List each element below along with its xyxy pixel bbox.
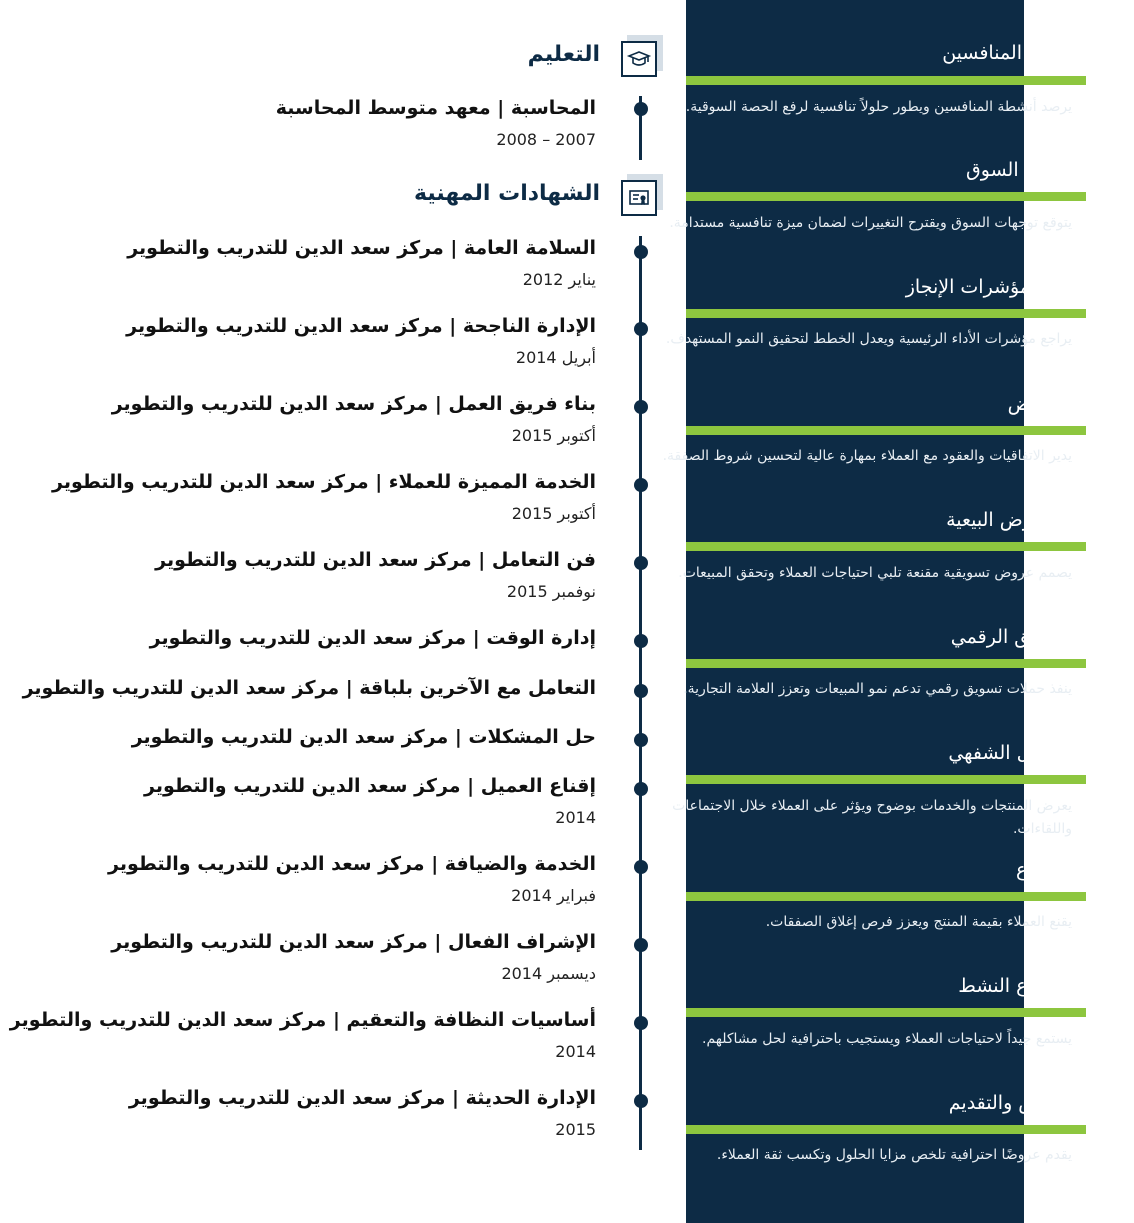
skill-description: يعرض المنتجات والخدمات بوضوح ويؤثر على العملاء خلال الاجتماعات واللقاءات.	[672, 798, 1072, 837]
skill-bar	[686, 659, 1086, 668]
certification-item-date: أبريل 2014	[515, 348, 596, 367]
skill-bar	[686, 192, 1086, 201]
timeline-dot	[634, 102, 648, 116]
certification-item-date: أكتوبر 2015	[511, 426, 596, 445]
skill-title: الإقناع	[1015, 859, 1064, 881]
skill-description: يقدم عروضًا احترافية تلخص مزايا الحلول وتكسب ثقة العملاء.	[716, 1147, 1072, 1163]
skill-description: يتوقع توجهات السوق ويقترح التغييرات لضمان ميزة تنافسية مستدامة.	[669, 215, 1072, 231]
certification-item-title: التعامل مع الآخرين بلباقة | مركز سعد الدين للتدريب والتطوير	[22, 677, 596, 699]
certification-item-date: ديسمبر 2014	[501, 964, 596, 983]
skill-bar	[686, 892, 1086, 901]
skill-bar	[686, 309, 1086, 318]
timeline-dot	[634, 556, 648, 570]
skill-title: تحليل المنافسين	[942, 42, 1072, 64]
certification-item-date: أكتوبر 2015	[511, 504, 596, 523]
timeline-dot	[634, 684, 648, 698]
certification-item-date: يناير 2012	[522, 270, 596, 289]
skill-bar	[686, 1008, 1086, 1017]
timeline-dot	[634, 782, 648, 796]
timeline-dot	[634, 245, 648, 259]
skill-title: التواصل الشفهي	[948, 742, 1079, 764]
education-item-date: 2007 – 2008	[496, 130, 596, 149]
certification-item-title: بناء فريق العمل | مركز سعد الدين للتدريب والتطوير	[111, 393, 596, 415]
certification-item-title: حل المشكلات | مركز سعد الدين للتدريب والتطوير	[131, 726, 596, 748]
skill-title: التسويق الرقمي	[950, 626, 1079, 648]
skill-bar	[686, 426, 1086, 435]
skill-description: يراجع مؤشرات الأداء الرئيسية ويعدل الخطط لتحقيق النمو المستهدف.	[665, 331, 1072, 347]
skill-title: التفاوض	[1007, 393, 1072, 415]
certification-item-title: الإدارة الناجحة | مركز سعد الدين للتدريب والتطوير	[126, 315, 596, 337]
skill-description: يقنع العملاء بقيمة المنتج ويعزز فرص إغلاق الصفقات.	[765, 914, 1072, 930]
skill-description: يرصد أنشطة المنافسين ويطور حلولاً تنافسية لرفع الحصة السوقية.	[685, 99, 1072, 115]
certification-item-title: فن التعامل | مركز سعد الدين للتدريب والتطوير	[155, 549, 596, 571]
skill-bar	[686, 542, 1086, 551]
timeline-dot	[634, 860, 648, 874]
timeline-dot	[634, 938, 648, 952]
certificate-icon	[621, 180, 657, 216]
skill-bar	[686, 775, 1086, 784]
certification-item-date: 2014	[555, 1042, 596, 1061]
timeline-dot	[634, 322, 648, 336]
timeline-dot	[634, 478, 648, 492]
timeline-dot	[634, 733, 648, 747]
skill-description: ينفذ حملات تسويق رقمي تدعم نمو المبيعات وتعزز العلامة التجارية.	[683, 681, 1072, 697]
certifications-section-title: الشهادات المهنية	[414, 181, 600, 206]
education-item-title: المحاسبة | معهد متوسط المحاسبة	[275, 97, 596, 119]
skill-title: تحليل الأداء ومؤشرات الإنجاز	[905, 276, 1134, 298]
certification-item-title: الإشراف الفعال | مركز سعد الدين للتدريب والتطوير	[111, 931, 596, 953]
skills-sidebar	[662, 0, 1134, 1223]
certification-item-title: إدارة الوقت | مركز سعد الدين للتدريب والتطوير	[149, 627, 596, 649]
certification-item-title: الإدارة الحديثة | مركز سعد الدين للتدريب والتطوير	[128, 1087, 596, 1109]
skill-title: العرض والتقديم	[948, 1092, 1072, 1114]
certification-item-date: 2014	[555, 808, 596, 827]
skill-bar	[686, 76, 1086, 85]
certification-item-title: الخدمة المميزة للعملاء | مركز سعد الدين للتدريب والتطوير	[52, 471, 596, 493]
skill-title: إعداد العروض البيعية	[946, 509, 1109, 531]
timeline-dot	[634, 1094, 648, 1108]
timeline-dot	[634, 634, 648, 648]
certification-item-title: السلامة العامة | مركز سعد الدين للتدريب والتطوير	[127, 237, 596, 259]
timeline-dot	[634, 1016, 648, 1030]
skill-title: استشراف السوق	[966, 159, 1104, 181]
skill-title: الاستماع النشط	[958, 975, 1082, 997]
graduation-cap-icon	[621, 41, 657, 77]
skill-description: يصمم عروض تسويقية مقنعة تلبي احتياجات العملاء وتحقق المبيعات.	[678, 565, 1072, 581]
skill-description: يدير الاتفاقيات والعقود مع العملاء بمهارة عالية لتحسين شروط الصفقة.	[662, 448, 1072, 464]
certification-item-title: الخدمة والضيافة | مركز سعد الدين للتدريب والتطوير	[108, 853, 596, 875]
education-section-title: التعليم	[527, 42, 600, 67]
certification-item-date: نوفمبر 2015	[506, 582, 596, 601]
skill-bar	[686, 1125, 1086, 1134]
certification-item-title: إقناع العميل | مركز سعد الدين للتدريب والتطوير	[144, 775, 596, 797]
skill-description: يستمع جيداً لاحتياجات العملاء ويستجيب باحترافية لحل مشاكلهم.	[702, 1031, 1072, 1047]
certification-item-date: 2015	[555, 1120, 596, 1139]
certification-item-date: فبراير 2014	[511, 886, 596, 905]
timeline-dot	[634, 400, 648, 414]
certification-item-title: أساسيات النظافة والتعقيم | مركز سعد الدين للتدريب والتطوير	[9, 1009, 596, 1031]
